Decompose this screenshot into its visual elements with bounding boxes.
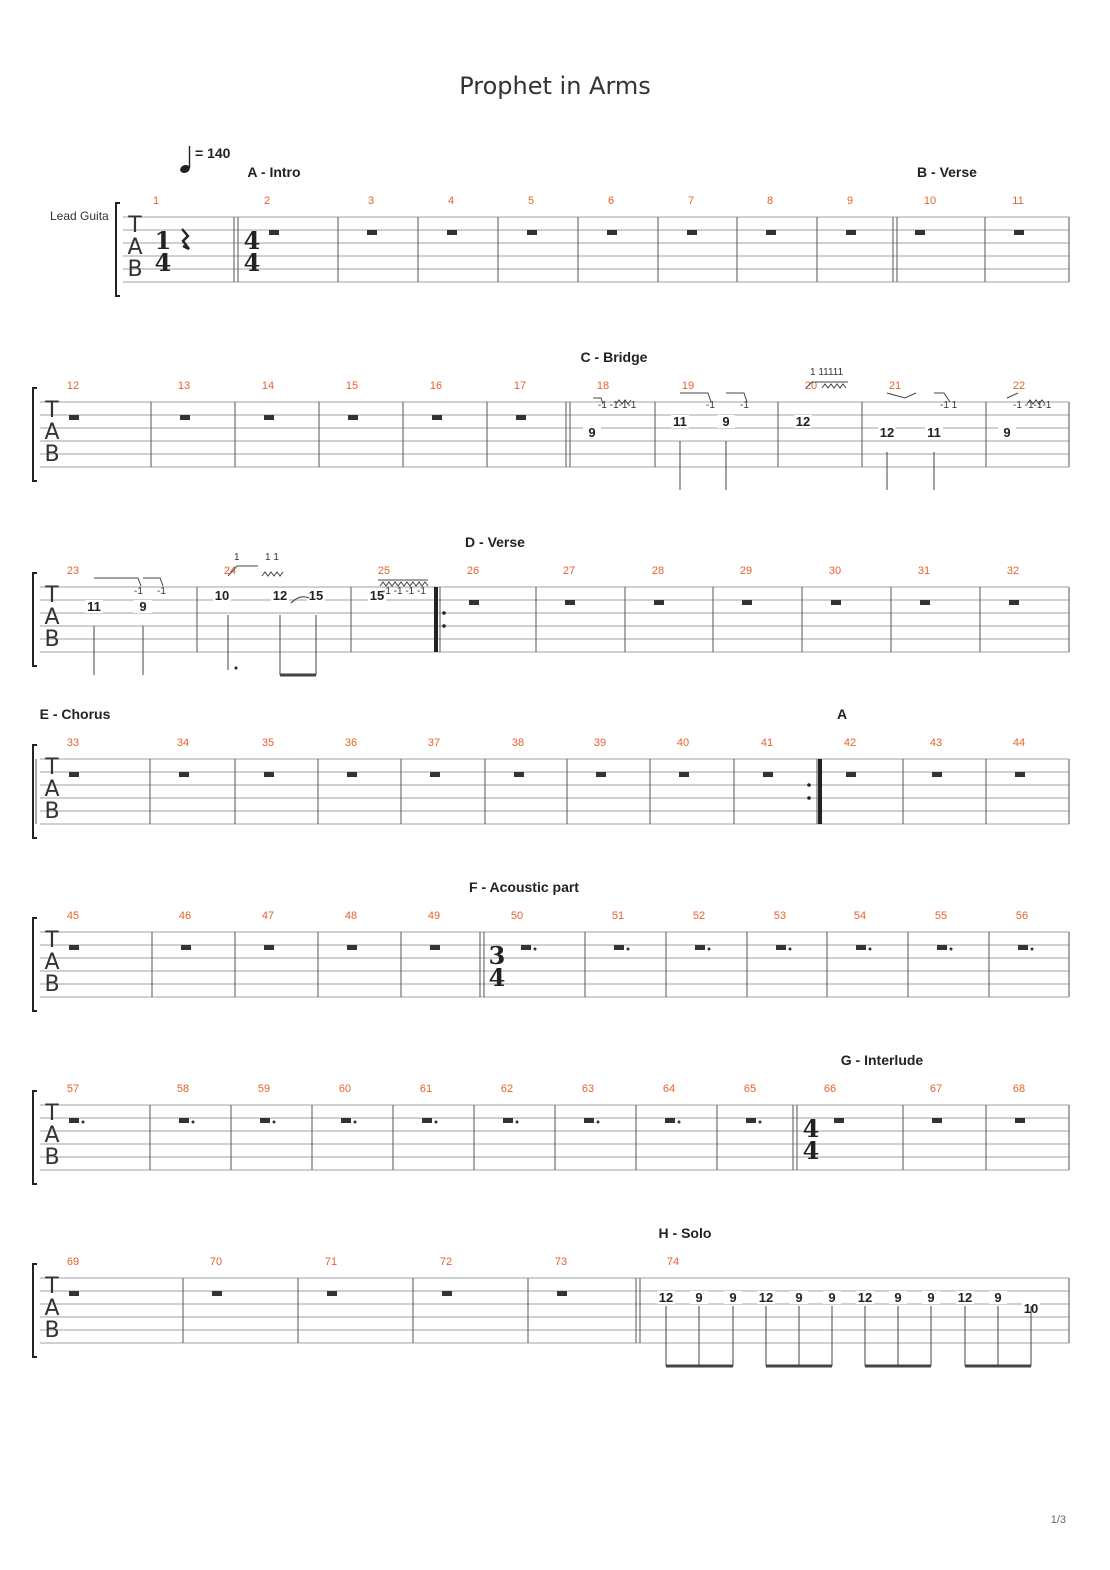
bar-number: 35: [261, 737, 275, 749]
fret-number: 9: [994, 1290, 1002, 1305]
bar-number: 50: [510, 910, 524, 922]
tab-clef-letter: T: [45, 1101, 59, 1126]
bar-number: 3: [367, 195, 375, 207]
fret-number: 12: [857, 1290, 873, 1305]
tab-clef-letter: T: [45, 398, 59, 423]
bar-number: 54: [853, 910, 867, 922]
system-bracket: [116, 203, 120, 296]
section-label: B - Verse: [917, 164, 977, 180]
rest: [347, 945, 357, 950]
rest: [179, 1118, 189, 1123]
rest: [422, 1118, 432, 1123]
bend-label: 1 11111: [810, 367, 844, 378]
rest: [347, 772, 357, 777]
bar-number: 31: [917, 565, 931, 577]
bend-label: -1 -1-1-1: [1013, 400, 1052, 411]
bend-label: -1 -1 -1 -1: [382, 586, 426, 597]
bar-number: 7: [687, 195, 695, 207]
tab-clef-letter: A: [44, 605, 60, 630]
rest: [432, 415, 442, 420]
rest: [766, 230, 776, 235]
bar-number: 59: [257, 1083, 271, 1095]
time-signature-bottom: 4: [488, 963, 506, 992]
bar-number: 16: [429, 380, 443, 392]
rest-dot: [869, 948, 872, 951]
rest-dot: [678, 1121, 681, 1124]
rest: [264, 772, 274, 777]
rest: [1009, 600, 1019, 605]
rest: [557, 1291, 567, 1296]
tab-clef-letter: A: [127, 235, 143, 260]
fret-number: 9: [722, 414, 730, 429]
bar-number: 64: [662, 1083, 676, 1095]
tab-clef-letter: B: [44, 972, 60, 997]
bar-number: 20: [804, 380, 818, 392]
bend-label: 1: [234, 552, 240, 563]
song-title: Prophet in Arms: [459, 72, 651, 100]
bar-number: 33: [66, 737, 80, 749]
vibrato-zigzag: [822, 384, 846, 388]
rest: [1015, 772, 1025, 777]
rest-dot: [950, 948, 953, 951]
rest: [447, 230, 457, 235]
system-bracket: [33, 918, 37, 1011]
rest-dot: [273, 1121, 276, 1124]
bar-number: 5: [527, 195, 535, 207]
fret-number: 9: [139, 599, 147, 614]
rest: [920, 600, 930, 605]
fret-number: 12: [658, 1290, 674, 1305]
rest: [687, 230, 697, 235]
bend-label: -1: [706, 400, 715, 411]
rest: [516, 415, 526, 420]
bar-number: 22: [1012, 380, 1026, 392]
bar-number: 19: [681, 380, 695, 392]
bar-number: 53: [773, 910, 787, 922]
rest: [341, 1118, 351, 1123]
rest-dot: [708, 948, 711, 951]
time-signature-top: 4: [802, 1114, 820, 1143]
bar-number: 60: [338, 1083, 352, 1095]
rest-dot: [354, 1121, 357, 1124]
section-label: F - Acoustic part: [469, 879, 579, 895]
bend-label: -1: [134, 586, 143, 597]
vibrato-zigzag: [262, 572, 283, 576]
bar-number: 30: [828, 565, 842, 577]
tab-clef-letter: B: [44, 1318, 60, 1343]
bar-number: 41: [760, 737, 774, 749]
whammy-line: [143, 578, 163, 586]
rest: [746, 1118, 756, 1123]
rest: [430, 772, 440, 777]
bar-number: 69: [66, 1256, 80, 1268]
rest: [348, 415, 358, 420]
bar-number: 56: [1015, 910, 1029, 922]
bar-number: 17: [513, 380, 527, 392]
bar-number: 47: [261, 910, 275, 922]
tab-clef-letter: B: [44, 442, 60, 467]
tab-clef-letter: B: [44, 1145, 60, 1170]
bar-number: 42: [843, 737, 857, 749]
rest: [607, 230, 617, 235]
repeat-dot: [442, 624, 446, 628]
note-dot: [235, 667, 238, 670]
bar-number: 25: [377, 565, 391, 577]
bar-number: 68: [1012, 1083, 1026, 1095]
section-label: C - Bridge: [580, 349, 648, 365]
section-label: A - Intro: [247, 164, 301, 180]
fret-number: 12: [957, 1290, 973, 1305]
bar-number: 73: [554, 1256, 568, 1268]
repeat-dot: [807, 783, 811, 787]
fret-number: 9: [695, 1290, 703, 1305]
fret-number: 10: [1023, 1301, 1039, 1316]
repeat-dot: [442, 611, 446, 615]
bar-number: 40: [676, 737, 690, 749]
bend-label: 1 1: [265, 552, 279, 563]
bend-label: -1 1: [940, 400, 958, 411]
repeat-dot: [807, 796, 811, 800]
rest: [596, 772, 606, 777]
bar-number: 2: [263, 195, 271, 207]
fret-number: 12: [758, 1290, 774, 1305]
rest: [763, 772, 773, 777]
rest-dot: [435, 1121, 438, 1124]
rest: [584, 1118, 594, 1123]
rest: [327, 1291, 337, 1296]
time-signature-top: 1: [154, 226, 172, 255]
rest: [503, 1118, 513, 1123]
fret-number: 12: [795, 414, 811, 429]
fret-number: 9: [828, 1290, 836, 1305]
bar-number: 39: [593, 737, 607, 749]
bar-number: 36: [344, 737, 358, 749]
rest: [367, 230, 377, 235]
rest: [181, 945, 191, 950]
rest: [937, 945, 947, 950]
fret-number: 9: [729, 1290, 737, 1305]
bar-number: 61: [419, 1083, 433, 1095]
bar-number: 49: [427, 910, 441, 922]
rest: [614, 945, 624, 950]
rest: [521, 945, 531, 950]
rest: [264, 945, 274, 950]
time-signature-top: 4: [243, 226, 261, 255]
bar-number: 48: [344, 910, 358, 922]
time-signature-top: 3: [488, 941, 506, 970]
rest-dot: [534, 948, 537, 951]
rest: [831, 600, 841, 605]
bar-number: 67: [929, 1083, 943, 1095]
fret-number: 9: [927, 1290, 935, 1305]
bar-number: 28: [651, 565, 665, 577]
rest: [776, 945, 786, 950]
tempo-marking: = 140: [195, 145, 231, 161]
tab-clef-letter: T: [45, 928, 59, 953]
rest: [469, 600, 479, 605]
whammy-line: [887, 393, 916, 398]
bar-number: 38: [511, 737, 525, 749]
rest: [856, 945, 866, 950]
rest: [180, 415, 190, 420]
rest: [834, 1118, 844, 1123]
bar-number: 24: [223, 565, 237, 577]
rest: [179, 772, 189, 777]
rest: [527, 230, 537, 235]
rest-dot: [759, 1121, 762, 1124]
rest: [69, 1118, 79, 1123]
rest: [654, 600, 664, 605]
bend-label: -1: [740, 400, 749, 411]
bar-number: 46: [178, 910, 192, 922]
bar-number: 6: [607, 195, 615, 207]
fret-number: 11: [673, 414, 687, 429]
bar-number: 63: [581, 1083, 595, 1095]
bar-number: 9: [846, 195, 854, 207]
rest: [665, 1118, 675, 1123]
tab-clef-letter: B: [44, 627, 60, 652]
bar-number: 4: [447, 195, 455, 207]
whammy-line: [94, 578, 141, 586]
rest: [430, 945, 440, 950]
fret-number: 11: [927, 425, 941, 440]
tab-clef-letter: T: [45, 1274, 59, 1299]
bar-number: 66: [823, 1083, 837, 1095]
quarter-rest: [182, 229, 189, 249]
rest: [742, 600, 752, 605]
tab-clef-letter: A: [44, 1123, 60, 1148]
system-bracket: [33, 388, 37, 481]
fret-number: 15: [308, 588, 324, 603]
repeat-end-thick: [818, 759, 822, 824]
bar-number: 12: [66, 380, 80, 392]
bar-number: 34: [176, 737, 190, 749]
rest-dot: [516, 1121, 519, 1124]
bar-number: 58: [176, 1083, 190, 1095]
fret-number: 12: [272, 588, 288, 603]
rest-dot: [192, 1121, 195, 1124]
bar-number: 57: [66, 1083, 80, 1095]
rest-dot: [1031, 948, 1034, 951]
bar-number: 26: [466, 565, 480, 577]
fret-number: 11: [87, 599, 101, 614]
system-bracket: [33, 1264, 37, 1357]
tab-clef-letter: A: [44, 950, 60, 975]
bar-number: 52: [692, 910, 706, 922]
rest: [69, 945, 79, 950]
bar-number: 18: [596, 380, 610, 392]
bar-number: 72: [439, 1256, 453, 1268]
bar-number: 62: [500, 1083, 514, 1095]
rest: [915, 230, 925, 235]
rest: [1018, 945, 1028, 950]
rest: [932, 1118, 942, 1123]
section-label: D - Verse: [465, 534, 525, 550]
fret-number: 15: [369, 588, 385, 603]
rest: [846, 772, 856, 777]
section-label: A: [836, 706, 848, 722]
tab-clef-letter: T: [45, 583, 59, 608]
rest: [1014, 230, 1024, 235]
instrument-name: Lead Guita: [50, 209, 109, 223]
bar-number: 8: [766, 195, 774, 207]
bend-label: -1: [157, 586, 166, 597]
bar-number: 32: [1006, 565, 1020, 577]
tab-clef-letter: B: [127, 257, 143, 282]
bar-number: 29: [739, 565, 753, 577]
bar-number: 37: [427, 737, 441, 749]
rest: [565, 600, 575, 605]
page-number: 1/3: [1050, 1514, 1066, 1526]
rest: [69, 772, 79, 777]
whammy-line: [1007, 393, 1018, 398]
bar-number: 15: [345, 380, 359, 392]
rest-dot: [789, 948, 792, 951]
bar-number: 27: [562, 565, 576, 577]
section-label: E - Chorus: [39, 706, 111, 722]
bar-number: 11: [1012, 195, 1024, 207]
tab-clef-letter: A: [44, 420, 60, 445]
rest: [695, 945, 705, 950]
bar-number: 71: [324, 1256, 338, 1268]
rest: [269, 230, 279, 235]
rest: [1015, 1118, 1025, 1123]
bar-number: 55: [934, 910, 948, 922]
rest: [69, 1291, 79, 1296]
time-signature-bottom: 4: [154, 248, 172, 277]
rest: [442, 1291, 452, 1296]
fret-number: 10: [214, 588, 230, 603]
bar-number: 14: [261, 380, 275, 392]
rest-dot: [597, 1121, 600, 1124]
tab-clef-letter: T: [45, 755, 59, 780]
rest: [212, 1291, 222, 1296]
bar-number: 13: [177, 380, 191, 392]
tab-clef-letter: A: [44, 777, 60, 802]
fret-number: 9: [588, 425, 596, 440]
fret-number: 12: [879, 425, 895, 440]
rest: [932, 772, 942, 777]
tab-clef-letter: A: [44, 1296, 60, 1321]
bar-number: 23: [66, 565, 80, 577]
rest: [679, 772, 689, 777]
tab-clef-letter: B: [44, 799, 60, 824]
rest: [846, 230, 856, 235]
section-label: G - Interlude: [840, 1052, 924, 1068]
bar-number: 70: [209, 1256, 223, 1268]
bar-number: 1: [152, 195, 160, 207]
bar-number: 45: [66, 910, 80, 922]
rest-dot: [627, 948, 630, 951]
fret-number: 9: [1003, 425, 1011, 440]
time-signature-bottom: 4: [802, 1136, 820, 1165]
tab-clef-letter: T: [128, 213, 142, 238]
bar-number: 21: [888, 380, 902, 392]
rest: [264, 415, 274, 420]
bar-number: 51: [611, 910, 625, 922]
repeat-start-thick: [434, 587, 438, 652]
bar-number: 74: [666, 1256, 680, 1268]
rest: [69, 415, 79, 420]
system-bracket: [33, 573, 37, 666]
rest: [260, 1118, 270, 1123]
bend-label: -1 -1-1-1: [598, 400, 637, 411]
section-label: H - Solo: [658, 1225, 712, 1241]
bar-number: 44: [1012, 737, 1026, 749]
rest: [514, 772, 524, 777]
time-signature-bottom: 4: [243, 248, 261, 277]
system-bracket: [33, 1091, 37, 1184]
fret-number: 9: [795, 1290, 803, 1305]
bar-number: 43: [929, 737, 943, 749]
bar-number: 10: [923, 195, 937, 207]
bar-number: 65: [743, 1083, 757, 1095]
rest-dot: [82, 1121, 85, 1124]
fret-number: 9: [894, 1290, 902, 1305]
